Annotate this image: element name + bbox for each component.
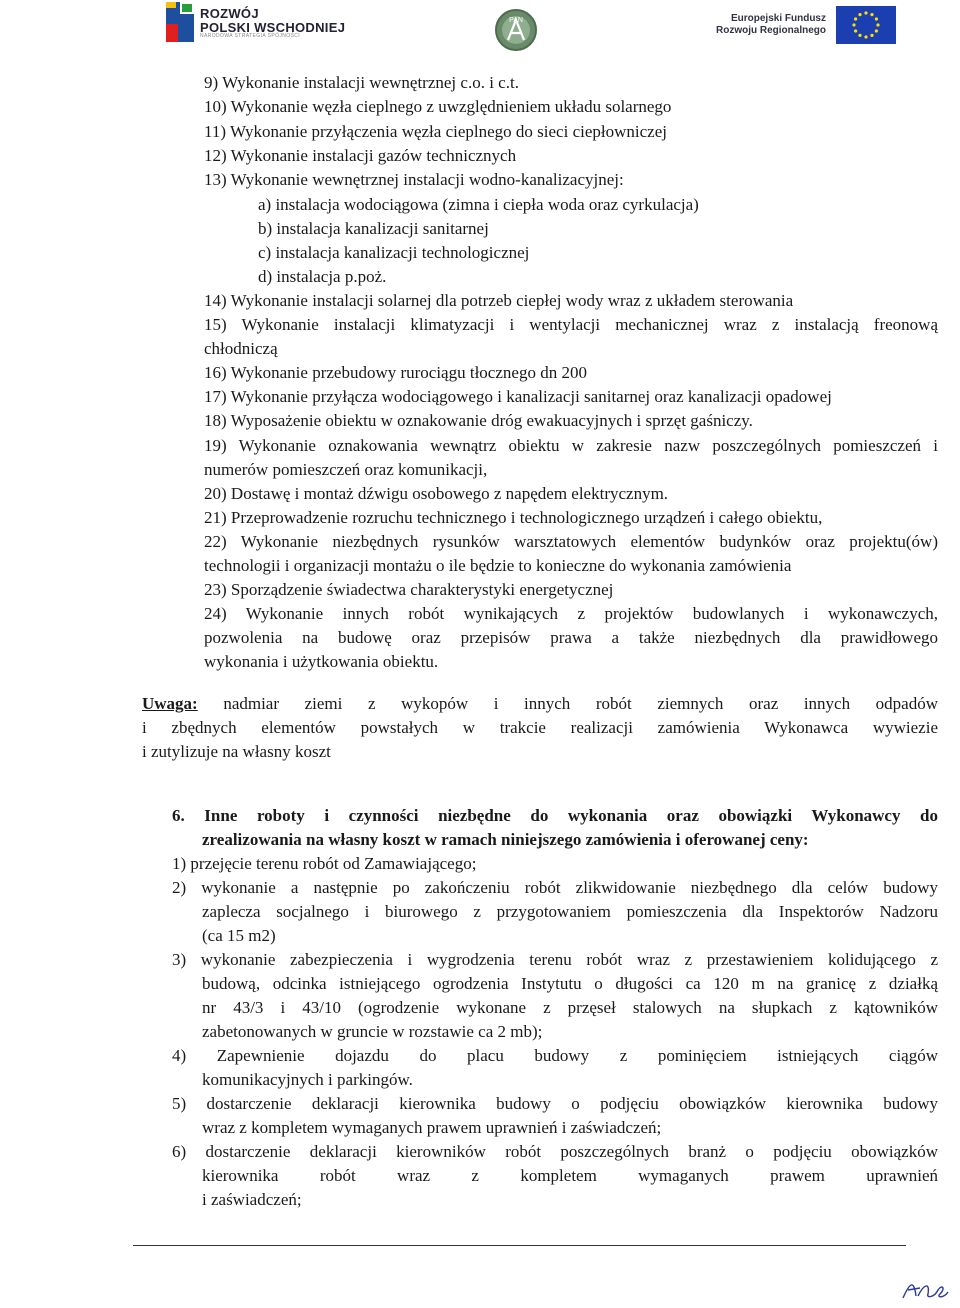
list-item-22-cont: technologii i organizacji montażu o ile będzie to konieczne do wykonania zamówienia xyxy=(204,556,792,575)
section-6-point-4-cont: komunikacyjnych i parkingów. xyxy=(202,1070,413,1089)
note-line-1 xyxy=(142,694,938,714)
list-item-22: 22) Wykonanie niezbędnych rysunków warsztatowych elementów budynków oraz projektu(ów) xyxy=(204,532,938,551)
sub-item-a: a) instalacja wodociągowa (zimna i ciepła woda oraz cyrkulacja) xyxy=(258,195,699,214)
list-item-13: 13) Wykonanie wewnętrznej instalacji wodno-kanalizacyjnej: xyxy=(204,170,624,189)
rozwoj-polski-wschodniej-logo xyxy=(166,2,345,44)
list-item-20: 20) Dostawę i montaż dźwigu osobowego z napędem elektrycznym. xyxy=(204,484,669,503)
section-6-point-2-cont: zaplecza socjalnego i biurowego z przygotowaniem pomieszczenia dla Inspektorów Nadzoru xyxy=(202,902,938,921)
eu-fund-logo xyxy=(716,6,896,44)
sub-item-b: b) instalacja kanalizacji sanitarnej xyxy=(258,219,489,238)
section-6-point-5: 5) dostarczenie deklaracji kierownika budowy o podjęciu obowiązków kierownika budowy xyxy=(172,1094,938,1113)
list-item-19-cont: numerów pomieszczeń oraz komunikacji, xyxy=(204,460,488,479)
list-item-24-cont2: wykonania i użytkowania obiektu. xyxy=(204,652,439,671)
section-6-point-3: 3) wykonanie zabezpieczenia i wygrodzenia terenu robót wraz z przestawieniem kolidującego z xyxy=(172,950,938,969)
section-6-heading: 6. Inne roboty i czynności niezbędne do wykonania oraz obowiązki Wykonawcy do xyxy=(172,806,938,825)
list-item-21: 21) Przeprowadzenie rozruchu technicznego i technologicznego urządzeń i całego obiektu, xyxy=(204,508,823,527)
rpw-line3: NARODOWA STRATEGIA SPÓJNOŚCI xyxy=(200,33,301,40)
sub-item-c: c) instalacja kanalizacji technologicznej xyxy=(258,243,530,262)
section-6-point-4: 4) Zapewnienie dojazdu do placu budowy z pominięciem istniejących ciągów xyxy=(172,1046,938,1065)
section-6-point-2-cont2: (ca 15 m2) xyxy=(202,926,276,945)
pan-logo xyxy=(494,8,538,52)
note-line-2: i zbędnych elementów powstałych w trakcie realizacji zamówienia Wykonawca wywiezie xyxy=(142,718,938,737)
sub-item-d: d) instalacja p.poż. xyxy=(258,267,387,286)
pan-logo-text: PAN xyxy=(509,17,523,24)
section-6-point-6: 6) dostarczenie deklaracji kierowników robót poszczególnych branż o podjęciu obowiązków xyxy=(172,1142,938,1161)
list-item-24-cont: pozwolenia na budowę oraz przepisów prawa a także niezbędnych dla prawidłowego xyxy=(204,628,938,647)
section-6-point-1: 1) przejęcie terenu robót od Zamawiającego; xyxy=(172,854,477,873)
list-item-15-cont: chłodniczą xyxy=(204,339,278,358)
list-item-14: 14) Wykonanie instalacji solarnej dla potrzeb ciepłej wody wraz z układem sterowania xyxy=(204,291,794,310)
list-item-19: 19) Wykonanie oznakowania wewnątrz obiektu w zakresie nazw poszczególnych pomieszczeń i xyxy=(204,436,938,455)
note-line-3: i zutylizuje na własny koszt xyxy=(142,742,331,761)
section-6-point-3-cont: budową, odcinka istniejącego ogrodzenia Instytutu o długości ca 120 m na granicę z działką xyxy=(202,974,938,993)
eu-line1: Europejski Fundusz xyxy=(730,12,826,24)
section-6-point-3-cont3: zabetonowanych w gruncie w rozstawie ca 2 mb); xyxy=(202,1022,543,1041)
list-item-12: 12) Wykonanie instalacji gazów technicznych xyxy=(204,146,517,165)
rpw-line2: POLSKI WSCHODNIEJ xyxy=(200,19,346,35)
section-6-point-5-cont: wraz z kompletem wymaganych prawem uprawnień i zaświadczeń; xyxy=(202,1118,662,1137)
note-label: Uwaga: xyxy=(142,694,198,713)
rpw-emblem-icon xyxy=(166,2,194,42)
section-6-point-6-cont2: i zaświadczeń; xyxy=(202,1190,302,1209)
list-item-23: 23) Sporządzenie świadectwa charakterystyki energetycznej xyxy=(204,580,614,599)
section-6-point-6-cont: kierownika robót wraz z kompletem wymaganych prawem uprawnień xyxy=(202,1166,938,1185)
eu-line2: Rozwoju Regionalnego xyxy=(716,25,826,36)
handwritten-initials-signature-icon xyxy=(900,1276,950,1302)
list-item-11: 11) Wykonanie przyłączenia węzła cieplnego do sieci ciepłowniczej xyxy=(204,122,667,141)
list-item-9: 9) Wykonanie instalacji wewnętrznej c.o. i c.t. xyxy=(204,73,519,92)
list-item-16: 16) Wykonanie przebudowy rurociągu tłocznego dn 200 xyxy=(204,363,587,382)
section-6-point-3-cont2: nr 43/3 i 43/10 (ogrodzenie wykonane z przęseł stalowych na słupkach z kątowników xyxy=(202,998,938,1017)
list-item-10: 10) Wykonanie węzła cieplnego z uwzględnieniem układu solarnego xyxy=(204,97,672,116)
section-6-point-2: 2) wykonanie a następnie po zakończeniu robót zlikwidowanie niezbędnego dla celów budowy xyxy=(172,878,938,897)
list-item-24: 24) Wykonanie innych robót wynikających z projektów budowlanych i wykonawczych, xyxy=(204,604,938,623)
list-item-15: 15) Wykonanie instalacji klimatyzacji i wentylacji mechanicznej wraz z instalacją freonową xyxy=(204,315,938,334)
rpw-line1: ROZWÓJ xyxy=(200,6,259,21)
section-6-heading-cont: zrealizowania na własny koszt w ramach niniejszego zamówienia i oferowanej ceny: xyxy=(202,830,809,849)
list-item-17: 17) Wykonanie przyłącza wodociągowego i kanalizacji sanitarnej oraz kanalizacji opadowej xyxy=(204,387,832,406)
note-line-1-text: nadmiar ziemi z wykopów i innych robót ziemnych oraz innych odpadów xyxy=(223,694,939,713)
eu-flag-icon xyxy=(836,6,896,44)
list-item-18: 18) Wyposażenie obiektu w oznakowanie dróg ewakuacyjnych i sprzęt gaśniczy. xyxy=(204,411,753,430)
footer-divider xyxy=(133,1245,906,1246)
